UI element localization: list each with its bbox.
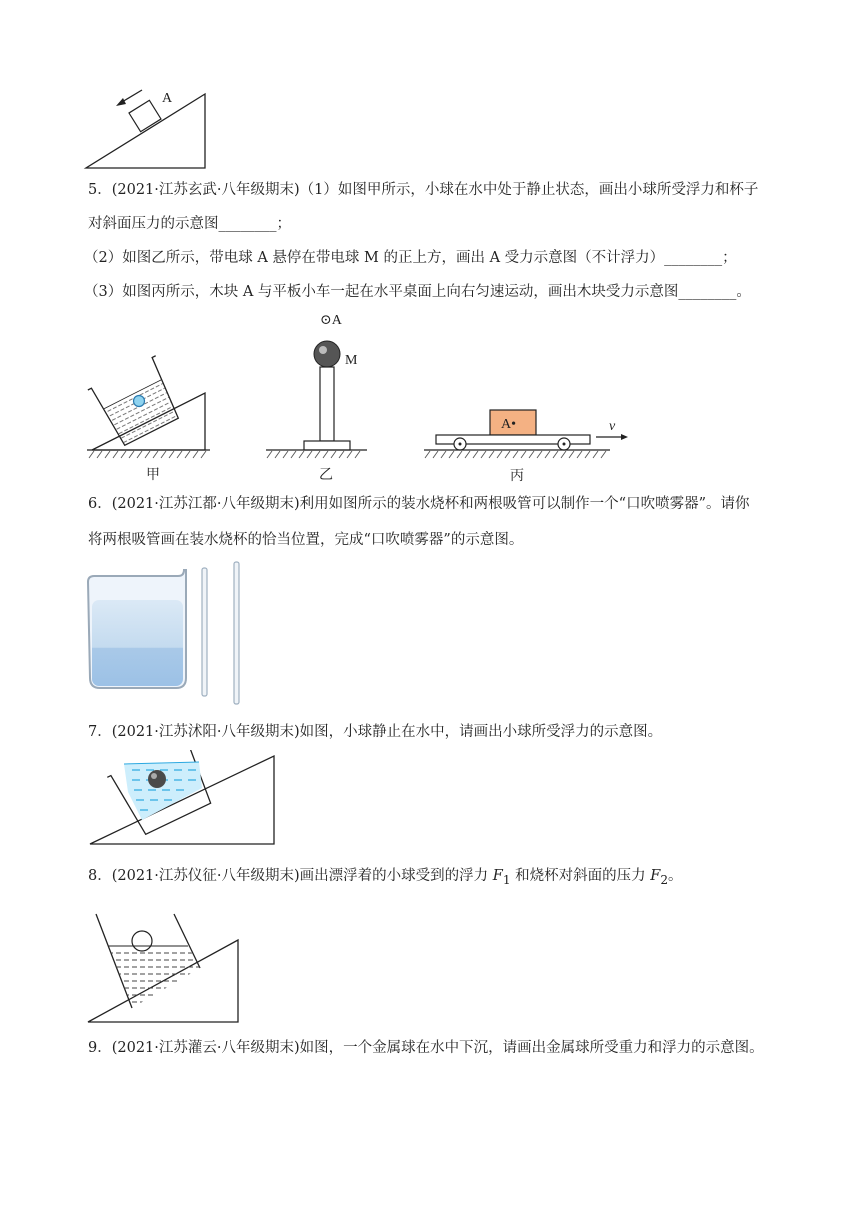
question-7-line-1: 7．(2021·江苏沭阳·八年级期末)如图，小球静止在水中，请画出小球所受浮力的示意图。 xyxy=(88,724,663,740)
water xyxy=(124,762,202,820)
question-5-line-4: （3）如图丙所示，木块 A 与平板小车一起在水平桌面上向右匀速运动，画出木块受力示意图________。 xyxy=(84,284,751,300)
ball xyxy=(134,396,145,407)
label-block-a: A• xyxy=(501,417,517,432)
straw-long xyxy=(234,562,239,704)
insulating-stand xyxy=(320,367,334,441)
block-a xyxy=(129,100,161,131)
water xyxy=(108,946,200,1008)
question-5-line-3: （2）如图乙所示，带电球 A 悬停在带电球 M 的正上方，画出 A 受力示意图（不计浮力）________； xyxy=(84,250,737,266)
label-m: M xyxy=(345,353,358,368)
water xyxy=(92,600,183,686)
label-v: v xyxy=(609,419,616,434)
caption-yi: 乙 xyxy=(319,468,333,483)
stand-base xyxy=(304,441,350,450)
figure-jia xyxy=(82,345,217,485)
ground-hatch xyxy=(267,451,360,458)
caption-bing: 丙 xyxy=(510,469,524,484)
question-5-line-1: 5．(2021·江苏玄武·八年级期末)（1）如图甲所示，小球在水中处于静止状态，画出小球所受浮力和杯子 xyxy=(88,182,759,198)
question-8-line-1: 8．(2021·江苏仪征·八年级期末)画出漂浮着的小球受到的浮力 $F_1$ 和烧杯对斜面的压力 $F_2$。 xyxy=(88,868,683,887)
slide-arrow xyxy=(122,90,142,102)
figure-beaker-straws xyxy=(84,560,264,708)
figure-ball-in-beaker xyxy=(84,750,280,850)
question-9-line-1: 9．(2021·江苏灌云·八年级期末)如图，一个金属球在水中下沉，请画出金属球所受重力和浮力的示意图。 xyxy=(88,1040,764,1056)
ball xyxy=(148,770,166,788)
figure-bing xyxy=(420,400,640,485)
arrow-head-icon xyxy=(621,434,628,440)
label-charged-ball-a: ⊙A xyxy=(320,313,342,328)
figure-yi xyxy=(262,310,372,485)
ground-hatch xyxy=(89,451,206,458)
ball-m xyxy=(314,341,340,367)
symbol-f2: F xyxy=(650,868,661,884)
figure-block-on-incline xyxy=(80,84,220,174)
question-5-line-2: 对斜面压力的示意图________； xyxy=(88,216,291,232)
straw-short xyxy=(202,568,207,696)
floating-ball xyxy=(132,931,152,951)
question-6-line-1: 6．(2021·江苏江都·八年级期末)利用如图所示的装水烧杯和两根吸管可以制作一个“口吹喷雾器”。请你 xyxy=(88,496,750,512)
arrow-head-icon xyxy=(116,98,126,106)
ground-hatch xyxy=(425,451,606,458)
label-a: A xyxy=(162,91,173,106)
figure-floating-ball xyxy=(84,908,244,1028)
symbol-f1: F xyxy=(492,868,503,884)
caption-jia: 甲 xyxy=(146,468,160,483)
question-6-line-2: 将两根吸管画在装水烧杯的恰当位置，完成“口吹喷雾器”的示意图。 xyxy=(88,532,524,548)
